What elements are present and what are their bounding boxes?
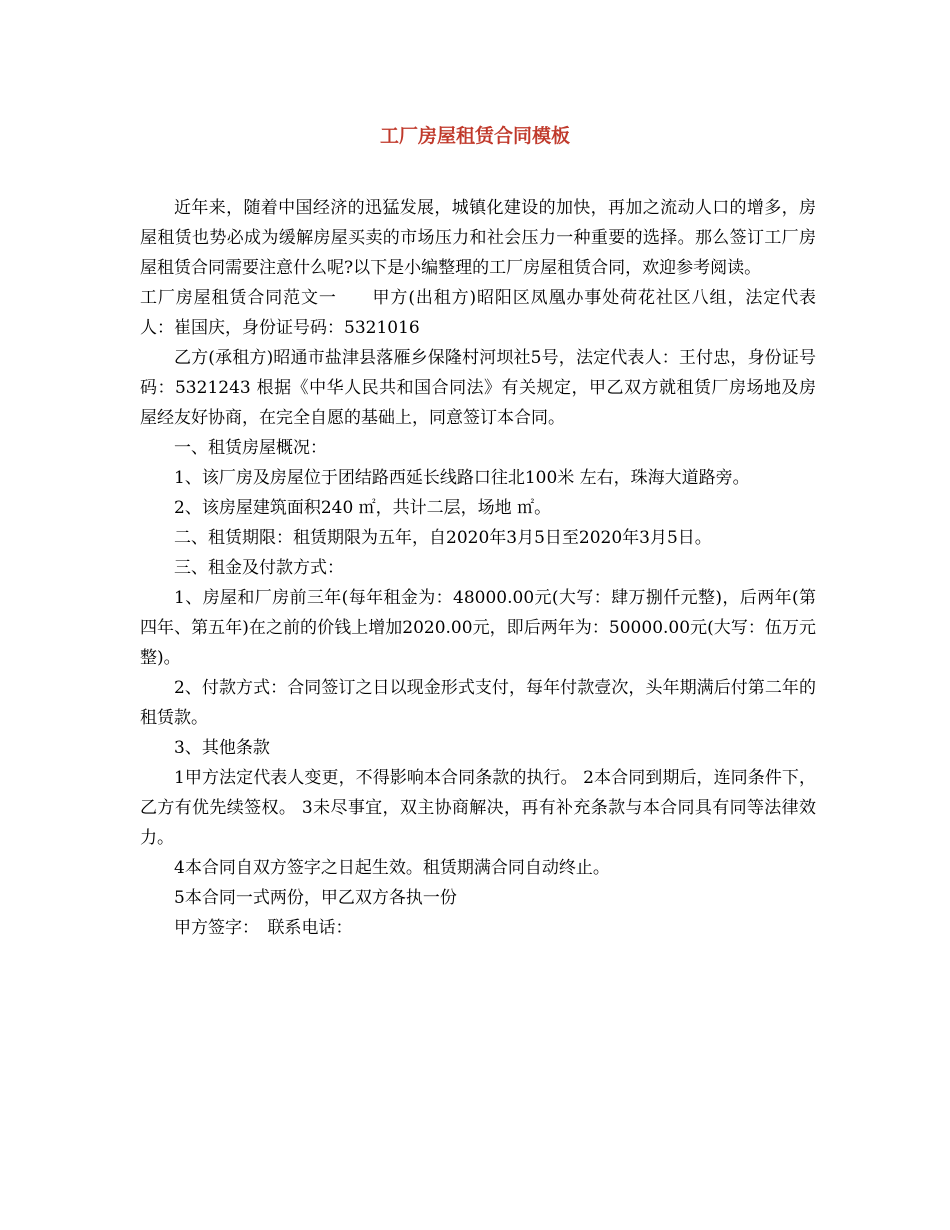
clause-area: 2、该房屋建筑面积240 ㎡，共计二层，场地 ㎡。 bbox=[174, 498, 552, 518]
document-title: 工厂房屋租赁合同模板 bbox=[379, 125, 570, 147]
signature-line: 甲方签字： 联系电话： bbox=[174, 918, 353, 938]
paragraph-party-b: 乙方(承租方)昭通市盐津县落雁乡保隆村河坝社5号，法定代表人：王付忠，身份证号码：5321243 根据《中华人民共和国合同法》有关规定，甲乙双方就租赁厂房场地及房屋经友好协商，在完全自愿的基础上，同意签订本合同。 bbox=[140, 348, 816, 428]
paragraph-party-a: 工厂房屋租赁合同范文一 甲方(出租方)昭阳区凤凰办事处荷花社区八组，法定代表人：崔国庆，身份证号码：5321016 bbox=[140, 288, 816, 338]
section-heading-other: 3、其他条款 bbox=[174, 738, 270, 758]
document-body bbox=[140, 193, 816, 943]
paragraph-intro: 近年来，随着中国经济的迅猛发展，城镇化建设的加快，再加之流动人口的增多，房屋租赁也势必成为缓解房屋买卖的市场压力和社会压力一种重要的选择。那么签订工厂房屋租赁合同需要注意什么呢?以下是小编整理的工厂房屋租赁合同，欢迎参考阅读。 bbox=[140, 198, 816, 278]
section-heading-rent: 三、租金及付款方式： bbox=[174, 558, 344, 578]
clause-location: 1、该厂房及房屋位于团结路西延长线路口往北100米 左右，珠海大道路旁。 bbox=[174, 468, 750, 488]
clause-copies: 5本合同一式两份，甲乙双方各执一份 bbox=[174, 888, 457, 908]
clause-effective: 4本合同自双方签字之日起生效。租赁期满合同自动终止。 bbox=[174, 858, 610, 878]
clause-payment-method: 2、付款方式：合同签订之日以现金形式支付，每年付款壹次，头年期满后付第二年的租赁款。 bbox=[140, 678, 816, 728]
clause-other-terms: 1甲方法定代表人变更，不得影响本合同条款的执行。 2本合同到期后，连同条件下，乙方有优先续签权。 3未尽事宜，双主协商解决，再有补充条款与本合同具有同等法律效力。 bbox=[140, 768, 816, 848]
clause-rent-amount: 1、房屋和厂房前三年(每年租金为：48000.00元(大写：肆万捌仟元整)，后两年(第四年、第五年)在之前的价钱上增加2020.00元，即后两年为：50000.00元(大写：伍万元整)。 bbox=[140, 588, 816, 668]
section-heading-overview: 一、租赁房屋概况： bbox=[174, 438, 327, 458]
section-heading-term: 二、租赁期限：租赁期限为五年，自2020年3月5日至2020年3月5日。 bbox=[174, 528, 712, 548]
